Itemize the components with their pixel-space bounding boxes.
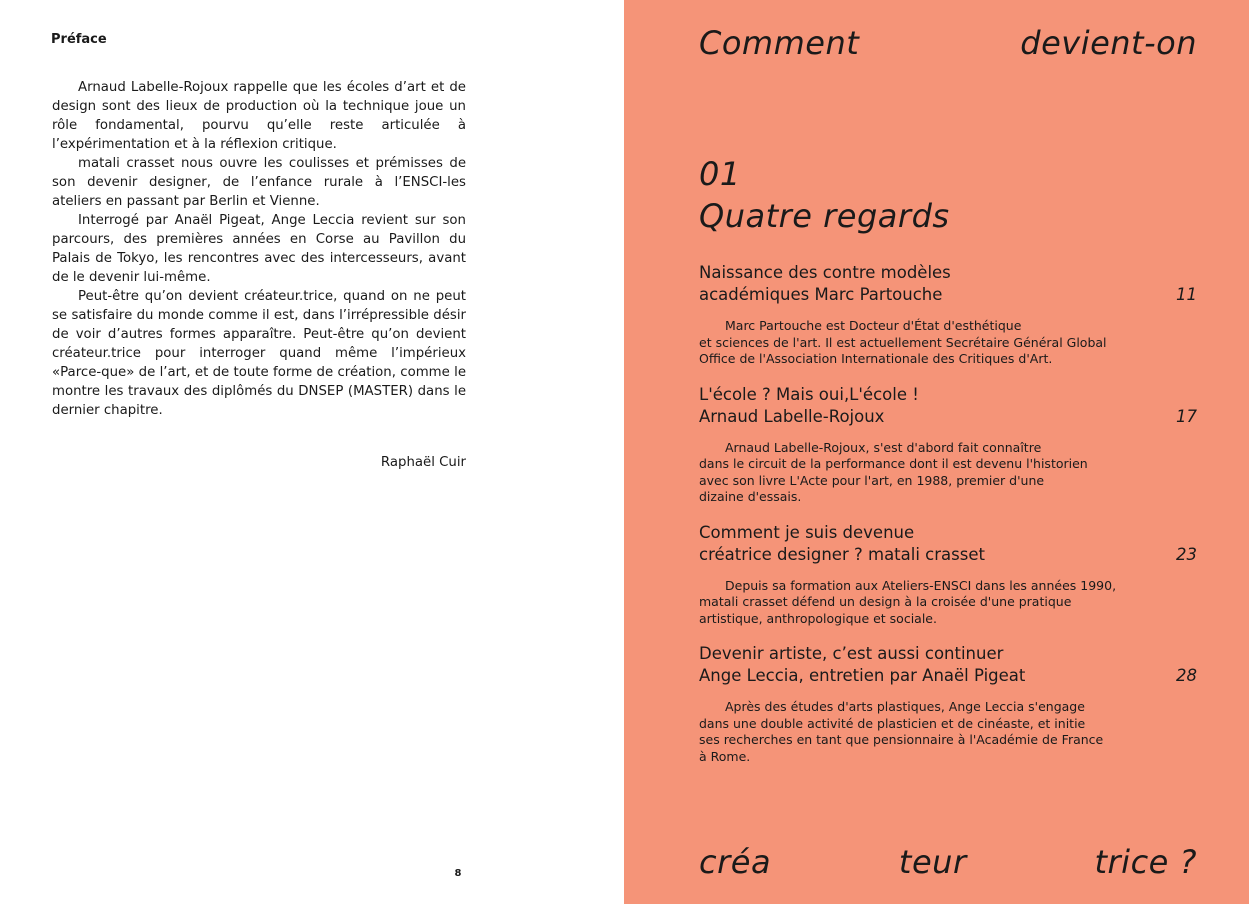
bottom-word: trice ? <box>1094 843 1197 881</box>
preface-paragraph: Arnaud Labelle-Rojoux rappelle que les écoles d’art et de design sont des lieux de production où la technique joue un rôle fondamental, pourvu qu’elle reste articulée à l’expérimentation et à la réflexion critique. <box>52 80 466 152</box>
title-line <box>699 24 1197 62</box>
toc-entry-page: 17 <box>1176 406 1197 426</box>
table-of-contents <box>699 262 1197 781</box>
toc-entry <box>699 262 1197 368</box>
description-line: Marc Partouche est Docteur d'État d'esthétique <box>725 318 1022 333</box>
description-line: dizaine d'essais. <box>699 489 802 504</box>
description-line: à Rome. <box>699 748 751 764</box>
toc-entry-page: 28 <box>1176 666 1197 685</box>
toc-entry-page: 23 <box>1176 544 1197 564</box>
toc-entry-heading <box>699 643 1197 687</box>
toc-entry-description <box>699 440 1119 506</box>
section-title: Quatre regards <box>699 197 950 235</box>
page-number: 8 <box>454 868 462 879</box>
description-line: Arnaud Labelle-Rojoux, s'est d'abord fait connaître <box>725 439 1042 455</box>
toc-entry-title: Naissance des contre modèles <box>699 263 951 282</box>
description-line: Depuis sa formation aux Ateliers-ENSCI dans les années 1990, <box>725 577 1117 593</box>
toc-entry-heading <box>699 262 1197 306</box>
toc-entry-title: académiques <box>699 285 810 304</box>
toc-entry-description <box>699 318 1119 368</box>
toc-entry-heading <box>699 522 1197 566</box>
bottom-line <box>699 843 1197 881</box>
description-line: dans une double activité de plasticien et de cinéaste, et initie <box>699 715 1086 731</box>
description-line: ses recherches en tant que pensionnaire à l'Académie de France <box>699 732 1104 747</box>
toc-entry <box>699 522 1197 628</box>
toc-entry-page: 11 <box>1176 285 1197 304</box>
bottom-word: teur <box>898 843 967 881</box>
bottom-word: créa <box>699 843 772 881</box>
toc-entry-title: L'école ? Mais oui,L'école ! <box>699 384 919 404</box>
description-line: artistique, anthropologique et sociale. <box>699 610 937 626</box>
toc-entry-author: Arnaud Labelle-Rojoux <box>699 406 885 426</box>
preface-body <box>52 78 466 420</box>
toc-entry-description <box>699 578 1119 628</box>
signature: Raphaël Cuir <box>380 455 466 470</box>
toc-entry <box>699 384 1197 506</box>
left-page <box>0 0 624 904</box>
toc-entry <box>699 643 1197 765</box>
preface-paragraph: Interrogé par Anaël Pigeat, Ange Leccia revient sur son parcours, des premières années en Corse au Pavillon du Palais de Tokyo, les rencontres avec des intercesseurs, avant de le devenir lui-même. <box>52 213 466 285</box>
toc-entry-heading <box>699 384 1197 428</box>
running-head: Préface <box>51 32 107 47</box>
toc-entry-title: créatrice designer ? <box>699 544 863 564</box>
preface-paragraph: matali crasset nous ouvre les coulisses et prémisses de son devenir designer, de l’enfance rurale à l’ENSCI-les ateliers en passant par Berlin et Vienne. <box>52 156 466 209</box>
toc-entry-description <box>699 699 1119 765</box>
description-line: Après des études d'arts plastiques, Ange Leccia s'engage <box>725 699 1085 714</box>
description-line: dans le circuit de la performance dont il est devenu l'historien <box>699 456 1088 471</box>
description-line: avec son livre L'Acte pour l'art, en 1988, premier d'une <box>699 472 1045 488</box>
toc-entry-author: matali crasset <box>868 544 985 564</box>
title-word: Comment <box>699 24 860 62</box>
toc-entry-author: Ange Leccia, entretien par Anaël Pigeat <box>699 666 1026 685</box>
title-word: devient-on <box>1020 24 1197 62</box>
description-line: matali crasset défend un design à la croisée d'une pratique <box>699 594 1072 609</box>
description-line: et sciences de l'art. Il est actuellement Secrétaire Général Global <box>699 334 1107 350</box>
toc-entry-title: Comment je suis devenue <box>699 522 915 542</box>
section-number: 01 <box>699 155 741 193</box>
toc-entry-title: Devenir artiste, c’est aussi continuer <box>699 644 1004 663</box>
preface-paragraph: Peut-être qu’on devient créateur.trice, quand on ne peut se satisfaire du monde comme il est, dans l’irrépressible désir de voir d’autres formes apparaître. Peut-être qu’on devient créateur.trice pour interroger quand même l’impérieux «Parce-que» de l’art, et de toute forme de création, comme le montre les travaux des diplômés du DNSEP (MASTER) dans le dernier chapitre. <box>52 289 466 418</box>
right-page <box>624 0 1249 904</box>
toc-entry-author: Marc Partouche <box>814 285 943 304</box>
description-line: Office de l'Association Internationale des Critiques d'Art. <box>699 351 1053 366</box>
